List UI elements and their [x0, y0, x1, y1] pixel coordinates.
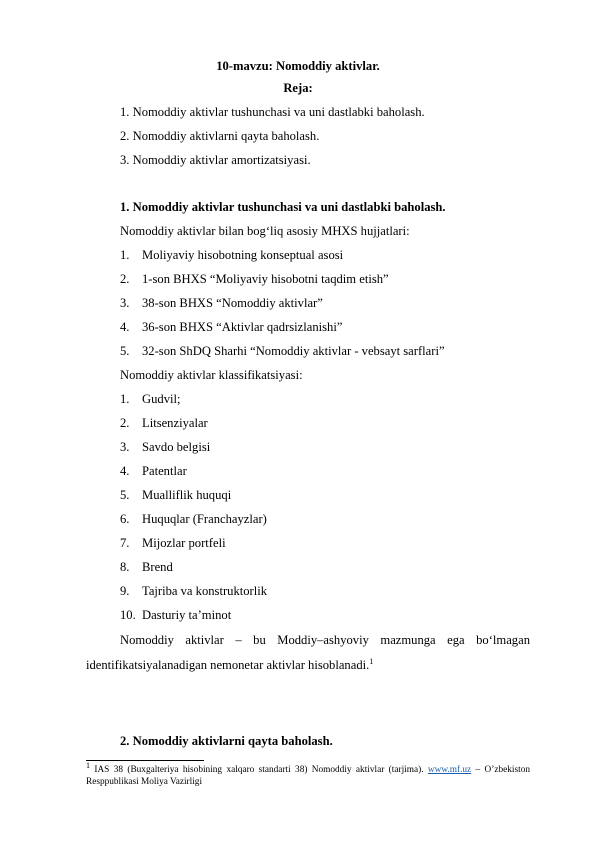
list-number: 6. [120, 512, 130, 526]
definition-line-1: Nomoddiy aktivlar – bu Moddiy–ashyoviy mazmunga ega bo‘lmagan [120, 633, 530, 647]
definition-text: identifikatsiyalanadigan nemonetar aktivlar hisoblanadi. [86, 658, 370, 672]
footnote-reference: 1 [369, 656, 374, 666]
list-number: 3. [120, 440, 130, 454]
list-item: Litsenziyalar [142, 416, 208, 430]
list-number: 5. [120, 488, 130, 502]
list-item: Brend [142, 560, 173, 574]
list-number: 10. [120, 608, 136, 622]
plan-item: 2. Nomoddiy aktivlarni qayta baholash. [120, 129, 320, 143]
list-number: 4. [120, 464, 130, 478]
list-item: 36-son BHXS “Aktivlar qadrsizlanishi” [142, 320, 343, 334]
list-item: 1-son BHXS “Moliyaviy hisobotni taqdim etish” [142, 272, 389, 286]
docs-intro: Nomoddiy aktivlar bilan bog‘liq asosiy MHXS hujjatlari: [120, 224, 410, 238]
footnote-divider [86, 760, 204, 761]
footnote-text: IAS 38 (Buxgalteriya hisobining xalqaro standarti 38) Nomoddiy aktivlar (tarjima). [90, 765, 428, 775]
list-number: 1. [120, 248, 130, 262]
footnote [86, 760, 530, 788]
list-number: 1. [120, 392, 130, 406]
list-number: 2. [120, 416, 130, 430]
list-item: Savdo belgisi [142, 440, 211, 454]
list-number: 7. [120, 536, 130, 550]
list-item: Dasturiy ta’minot [142, 608, 232, 622]
section2-heading: 2. Nomoddiy aktivlarni qayta baholash. [120, 734, 333, 748]
list-item: Mijozlar portfeli [142, 536, 226, 550]
list-number: 4. [120, 320, 130, 334]
list-number: 5. [120, 344, 130, 358]
list-number: 8. [120, 560, 130, 574]
list-item: 32-son ShDQ Sharhi “Nomoddiy aktivlar - vebsayt sarflari” [142, 344, 445, 358]
list-item: Gudvil; [142, 392, 181, 406]
list-item: Tajriba va konstruktorlik [142, 584, 268, 598]
definition-line-2 [86, 657, 373, 673]
list-item: Moliyaviy hisobotning konseptual asosi [142, 248, 344, 262]
list-item: Mualliflik huquqi [142, 488, 232, 502]
list-item: 38-son BHXS “Nomoddiy aktivlar” [142, 296, 323, 310]
list-item: Huquqlar (Franchayzlar) [142, 512, 267, 526]
footnote-text-end: – O’zbekiston Resppublikasi Moliya Vazirligi [86, 765, 530, 787]
footnote-mark: 1 [86, 760, 90, 770]
page-title: 10-mavzu: Nomoddiy aktivlar. [216, 59, 380, 73]
list-number: 9. [120, 584, 130, 598]
list-number: 2. [120, 272, 130, 286]
section1-heading: 1. Nomoddiy aktivlar tushunchasi va uni dastlabki baholash. [120, 200, 446, 214]
plan-item: 1. Nomoddiy aktivlar tushunchasi va uni dastlabki baholash. [120, 105, 425, 119]
footnote-link[interactable]: www.mf.uz [427, 765, 472, 775]
plan-item: 3. Nomoddiy aktivlar amortizatsiyasi. [120, 153, 311, 167]
list-item: Patentlar [142, 464, 187, 478]
class-intro: Nomoddiy aktivlar klassifikatsiyasi: [120, 368, 303, 382]
plan-heading: Reja: [283, 81, 313, 95]
list-number: 3. [120, 296, 130, 310]
